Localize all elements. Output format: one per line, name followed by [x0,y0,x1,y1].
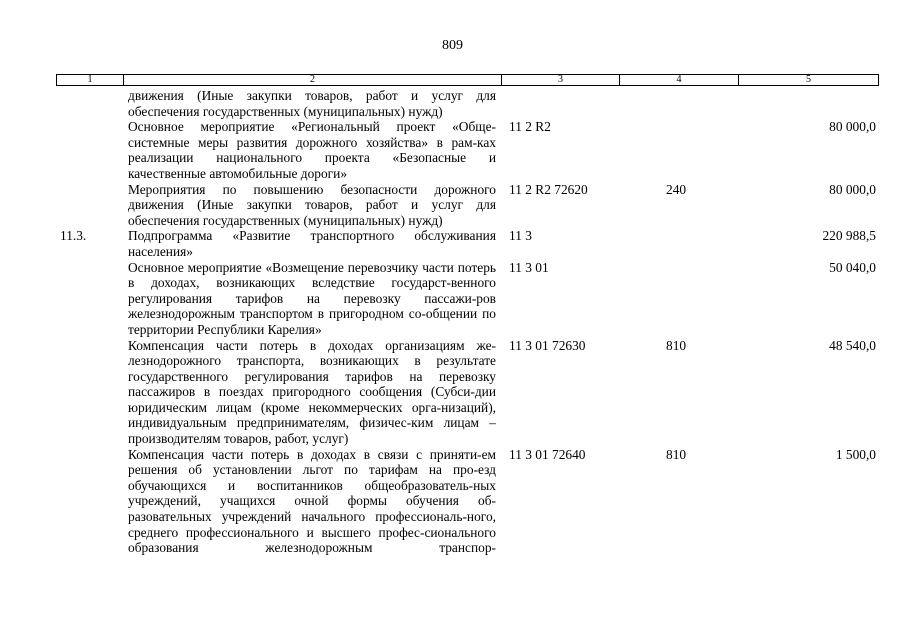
row-target-code: 11 3 01 72640 [509,446,586,462]
row-expense-type: 810 [666,337,687,353]
row-description: Компенсация части потерь в доходах в связи с приняти-ем решения об установлении льгот по тарифам на про-езд обучающихся и воспитанников общеобразователь-ных учреждений, учащихся очной формы обучения об-разовательных учреждений начального профессиональ-ного, среднего профессионального и высшего профес-сионального образования железнодорожным транспор- [128,446,496,556]
table-row [0,88,905,119]
column-header-4: 4 [620,75,739,85]
table-row [0,447,905,556]
row-target-code: 11 3 01 72630 [509,337,586,353]
row-description: Основное мероприятие «Возмещение перевозчику части потерь в доходах, возникающих вследствие государст-венного регулирования тарифов на перевозку пассажи-ров железнодорожным транспортом в пригородном со-общении по территории Республики Карелия» [128,259,496,337]
row-expense-type: 810 [666,446,687,462]
table-row [0,260,905,338]
page-number: 809 [442,38,463,53]
row-description: Подпрограмма «Развитие транспортного обслуживания населения» [128,228,496,259]
table-row [0,228,905,259]
row-number: 11.3. [60,228,87,244]
row-description: движения (Иные закупки товаров, работ и услуг для обеспечения государственных (муниципальных) нужд) [128,88,496,119]
column-header-3: 3 [502,75,620,85]
row-expense-type: 240 [666,181,687,197]
row-description: Основное мероприятие «Региональный проект «Обще-системные меры развития дорожного хозяйства» в рам-ках реализации национального проекта «Безопасные и качественные автомобильные дороги» [128,119,496,181]
row-target-code: 11 3 01 [509,259,549,275]
row-amount: 220 988,5 [822,228,876,244]
column-header-2: 2 [124,75,502,85]
row-target-code: 11 2 R2 [509,119,551,135]
row-amount: 48 540,0 [829,337,876,353]
table-row [0,182,905,229]
row-amount: 80 000,0 [829,181,876,197]
table-row [0,119,905,181]
table-row [0,338,905,447]
row-target-code: 11 2 R2 72620 [509,181,588,197]
column-header-5: 5 [806,74,811,85]
row-amount: 80 000,0 [829,119,876,135]
row-target-code: 11 3 [509,228,532,244]
row-amount: 50 040,0 [829,259,876,275]
column-header-1: 1 [57,75,124,85]
row-description: Компенсация части потерь в доходах организациям же-лезнодорожного транспорта, возникающих в результате государственного регулирования тарифов на перевозку пассажиров в поездах пригородного сообщения (Субси-дии юридическим лицам (кроме некоммерческих орга-низаций), индивидуальным предпринимателям, физичес-ким лицам – производителям товаров, работ, услуг) [128,337,496,447]
row-description: Мероприятия по повышению безопасности дорожного движения (Иные закупки товаров, работ и услуг для обеспечения государственных (муниципальных) нужд) [128,181,496,228]
row-amount: 1 500,0 [835,446,876,462]
table-column-header-row [56,74,879,86]
budget-table-body [0,88,905,556]
